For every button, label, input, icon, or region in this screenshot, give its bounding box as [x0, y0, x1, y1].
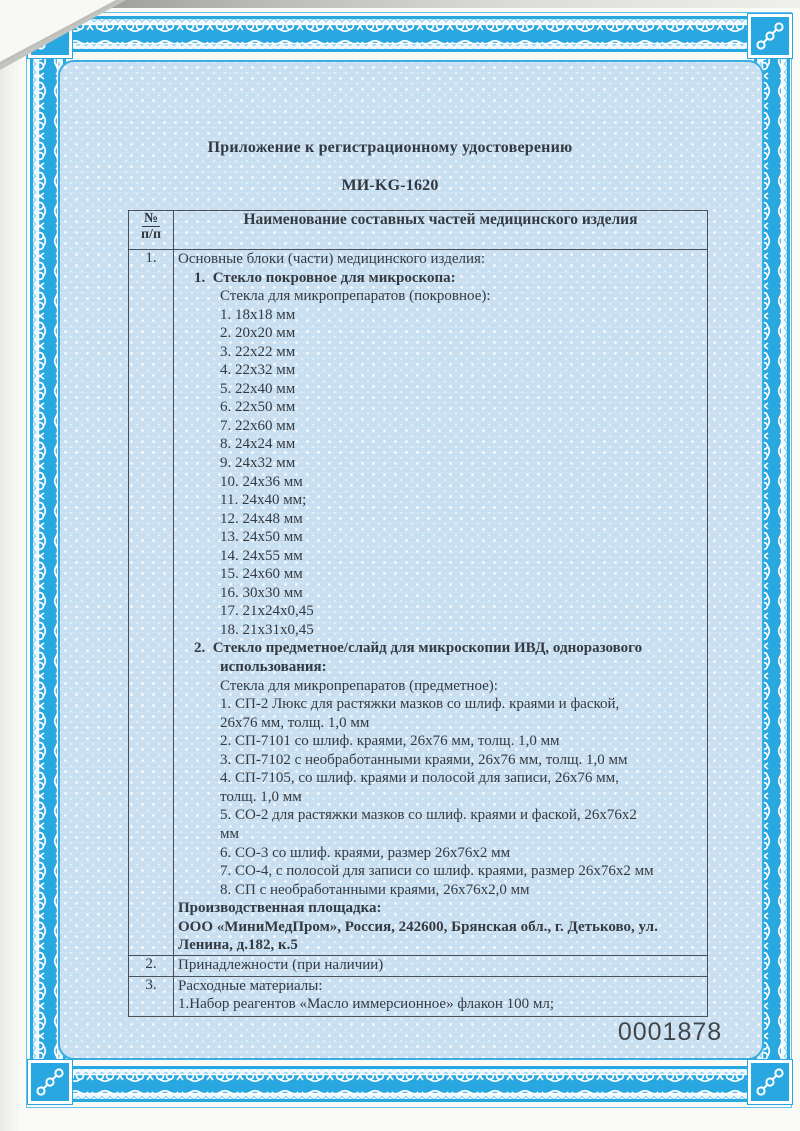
row-content: [174, 250, 708, 956]
content-line: 2. 20х20 мм: [220, 325, 296, 342]
content-line: ООО «МиниМедПром», Россия, 242600, Брянская обл., г. Детьково, ул.: [178, 918, 658, 935]
ornament-border-bottom: [30, 1066, 790, 1102]
content-line: Ленина, д.182, к.5: [178, 937, 298, 954]
content-line: 8. 24х24 мм: [220, 436, 296, 453]
content-line: мм: [220, 825, 239, 842]
content-line: Производственная площадка:: [178, 900, 382, 917]
content-line: 26х76 мм, толщ. 1,0 мм: [220, 714, 370, 731]
serial-number: 0001878: [617, 1018, 723, 1046]
certificate-number: МИ-KG-1620: [341, 177, 439, 194]
row-number: 3.: [129, 976, 174, 1016]
content-line: 9. 24х32 мм: [220, 455, 296, 472]
ornament-corner-top-right: [748, 14, 792, 58]
ornament-corner-bottom-left: [28, 1060, 72, 1104]
content-line: 2. СП-7101 со шлиф. краями, 26х76 мм, толщ. 1,0 мм: [220, 733, 560, 750]
parts-table: [128, 210, 708, 1017]
content-line: толщ. 1,0 мм: [220, 788, 302, 805]
content-line: 10. 24х36 мм: [220, 473, 303, 490]
content-line: 3. 22х22 мм: [220, 343, 296, 360]
content-line: 17. 21х24х0,45: [220, 603, 314, 620]
row-number: 2.: [129, 955, 174, 976]
content-line: 2. Стекло предметное/слайд для микроскопии ИВД, одноразового: [194, 640, 643, 657]
content-line: 4. 22х32 мм: [220, 362, 296, 379]
row-content: [174, 976, 708, 1016]
content-line: 11. 24х40 мм;: [220, 492, 307, 509]
paper-left-shade: [0, 0, 26, 1131]
table-row: [129, 250, 708, 956]
folded-corner: [0, 0, 132, 79]
row-number: 1.: [129, 250, 174, 956]
header-number-col: [129, 211, 174, 250]
ornament-border-top: [30, 16, 790, 52]
header-number-sub: п/п: [140, 227, 162, 242]
content-line: 3. СП-7102 с необработанными краями, 26х76 мм, толщ. 1,0 мм: [220, 751, 628, 768]
content-line: 5. СО-2 для растяжки мазков со шлиф. краями и фаской, 26х76х2: [220, 807, 637, 824]
content-line: 1. СП-2 Люкс для растяжки мазков со шлиф. краями и фаской,: [220, 696, 620, 713]
table-body: [129, 250, 708, 1017]
content-line: 4. СП-7105, со шлиф. краями и полосой для записи, 26х76 мм,: [220, 770, 619, 787]
header-name-col: Наименование составных частей медицинского изделия: [174, 211, 708, 250]
table-header-row: [129, 211, 708, 250]
content-line: 7. СО-4, с полосой для записи со шлиф. краями, размер 26х76х2 мм: [220, 863, 654, 880]
content-line: 6. 22х50 мм: [220, 399, 296, 416]
content-line: 1. Стекло покровное для микроскопа:: [194, 269, 456, 286]
content-line: 12. 24х48 мм: [220, 510, 303, 527]
content-line: 15. 24х60 мм: [220, 566, 303, 583]
content-line: 16. 30х30 мм: [220, 584, 303, 601]
content-line: Основные блоки (части) медицинского изделия:: [178, 251, 486, 267]
content-line: 5. 22х40 мм: [220, 380, 296, 397]
content-line: Принадлежности (при наличии): [178, 956, 384, 973]
content-line: Расходные материалы:: [178, 977, 323, 994]
row-content: [174, 955, 708, 976]
content-line: 1. 18х18 мм: [220, 306, 296, 323]
content-line: 13. 24х50 мм: [220, 529, 303, 546]
content-line: 1.Набор реагентов «Масло иммерсионное» флакон 100 мл;: [178, 996, 555, 1013]
content-line: 6. СО-3 со шлиф. краями, размер 26х76х2 мм: [220, 844, 511, 861]
content-line: Стекла для микропрепаратов (покровное):: [220, 288, 491, 305]
content-line: 14. 24х55 мм: [220, 547, 303, 564]
content-line: 18. 21х31х0,45: [220, 621, 314, 638]
ornament-corner-bottom-right: [748, 1060, 792, 1104]
content-line: 8. СП с необработанными краями, 26х76х2,0 мм: [220, 881, 530, 898]
content-line: 7. 22х60 мм: [220, 417, 296, 434]
table-row: [129, 955, 708, 976]
content-line: Стекла для микропрепаратов (предметное):: [220, 677, 498, 694]
header-number-symbol: №: [143, 211, 159, 226]
content-line: использования:: [220, 659, 327, 676]
table-row: [129, 976, 708, 1016]
page-title: Приложение к регистрационному удостоверению: [207, 139, 573, 156]
